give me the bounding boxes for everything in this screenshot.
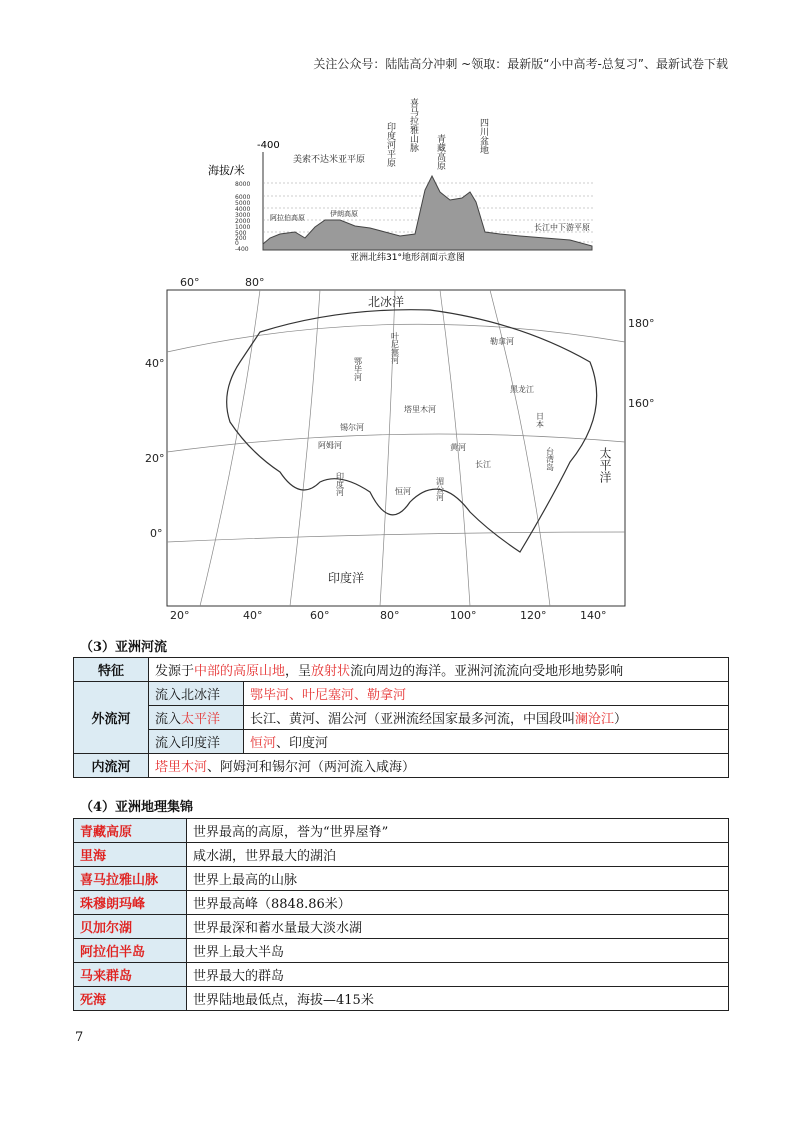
svg-text:6000: 6000 [235,194,251,201]
svg-text:5000: 5000 [235,200,251,207]
feature-text: 发源于中部的高原山地，呈放射状流向周边的海洋。亚洲河流流向受地形地势影响 [149,658,729,682]
table-row: 喜马拉雅山脉 世界上最高的山脉 [74,867,729,891]
map-right-160: 160° [628,397,655,410]
arctic-rivers: 鄂毕河、叶尼塞河、勒拿河 [244,682,729,706]
map-top-label-80: 80° [245,276,265,289]
inland-rivers: 塔里木河、阿姆河和锡尔河（两河流入咸海） [149,754,729,778]
rivers-table [73,657,729,778]
profile-vertical-labels [385,97,489,170]
terrain-profile-figure [200,92,600,264]
svg-text:0: 0 [235,240,239,247]
map-right-180: 180° [628,317,655,330]
svg-text:200: 200 [235,235,247,242]
svg-text:印度河平原: 印度河平原 [385,122,395,167]
asia-map-figure [140,272,655,622]
river-indus: 印度河 [335,472,345,496]
svg-text:2000: 2000 [235,218,251,225]
river-ob: 鄂毕河 [353,357,363,381]
river-ganges: 恒河 [395,487,411,496]
river-tarim: 塔里木河 [404,405,436,414]
river-amur: 黑龙江 [510,385,534,394]
page-header: 关注公众号：陆陆高分冲刺 ~领取：最新版“小中高考-总复习”、最新试卷下载 [313,57,728,71]
svg-text:1000: 1000 [235,224,251,231]
river-changjiang: 长江 [475,460,491,469]
label-iran: 伊朗高原 [330,210,358,218]
table-row: 珠穆朗玛峰 世界最高峰（8848.86米） [74,891,729,915]
map-lon-40: 40° [243,609,263,622]
svg-text:四川盆地: 四川盆地 [478,118,488,154]
ocean-pacific: 太平洋 [598,447,612,483]
svg-text:4000: 4000 [235,206,251,213]
outflow-label: 外流河 [74,682,149,754]
label-arabia: 阿拉伯高原 [270,214,305,222]
river-amu: 阿姆河 [318,441,342,450]
arctic-label: 流入北冰洋 [149,682,244,706]
river-mekong: 湄公河 [435,477,445,501]
profile-top-label: -400 [257,140,280,151]
pacific-label: 流入太平洋 [149,706,244,730]
page-number: 7 [75,1030,84,1045]
profile-title: 亚洲北纬31°地形剖面示意图 [350,253,465,263]
inland-label: 内流河 [74,754,149,778]
map-lat-20: 20° [145,452,165,465]
label-yangtze: 长江中下游平原 [534,223,590,232]
map-top-label-60: 60° [180,276,200,289]
map-lon-140: 140° [580,609,607,622]
profile-yticks [235,181,250,253]
table-row: 里海 咸水湖，世界最大的湖泊 [74,843,729,867]
ocean-indian: 印度洋 [328,571,365,585]
svg-text:青藏高原: 青藏高原 [435,134,445,170]
section3-title: （3）亚洲河流 [80,640,168,655]
geography-table [73,818,729,1011]
map-lon-60: 60° [310,609,330,622]
river-yenisei: 叶尼塞河 [390,332,400,364]
label-japan: 日本 [535,412,545,428]
map-lon-20: 20° [170,609,190,622]
svg-text:喜马拉雅山脉: 喜马拉雅山脉 [408,98,418,152]
table-row: 死海 世界陆地最低点，海拔—415米 [74,987,729,1011]
table-row: 马来群岛 世界最大的群岛 [74,963,729,987]
map-lon-120: 120° [520,609,547,622]
svg-text:8000: 8000 [235,181,251,188]
table-row: 贝加尔湖 世界最深和蓄水量最大淡水湖 [74,915,729,939]
terrain-profile-shape [263,176,592,250]
label-mesopotamia: 美索不达米亚平原 [293,155,366,165]
table-row: 青藏高原 世界最高的高原，誉为“世界屋脊” [74,819,729,843]
section4-title: （4）亚洲地理集锦 [80,800,194,815]
map-lat-40: 40° [145,357,165,370]
ocean-arctic: 北冰洋 [368,295,405,309]
river-syr: 锡尔河 [340,423,364,432]
pacific-rivers: 长江、黄河、湄公河（亚洲流经国家最多河流，中国段叫澜沧江） [244,706,729,730]
label-taiwan: 台湾岛 [545,447,555,471]
svg-text:500: 500 [235,230,247,237]
svg-text:3000: 3000 [235,212,251,219]
river-lena: 勒拿河 [490,337,514,346]
profile-ylabel: 海拔/米 [208,164,245,177]
river-huanghe: 黄河 [450,443,466,452]
feature-label: 特征 [74,658,149,682]
map-lat-0: 0° [150,527,163,540]
map-lon-80: 80° [380,609,400,622]
map-lon-100: 100° [450,609,477,622]
svg-text:-400: -400 [235,246,249,253]
indian-label: 流入印度洋 [149,730,244,754]
table-row: 阿拉伯半岛 世界上最大半岛 [74,939,729,963]
indian-rivers: 恒河、印度河 [244,730,729,754]
